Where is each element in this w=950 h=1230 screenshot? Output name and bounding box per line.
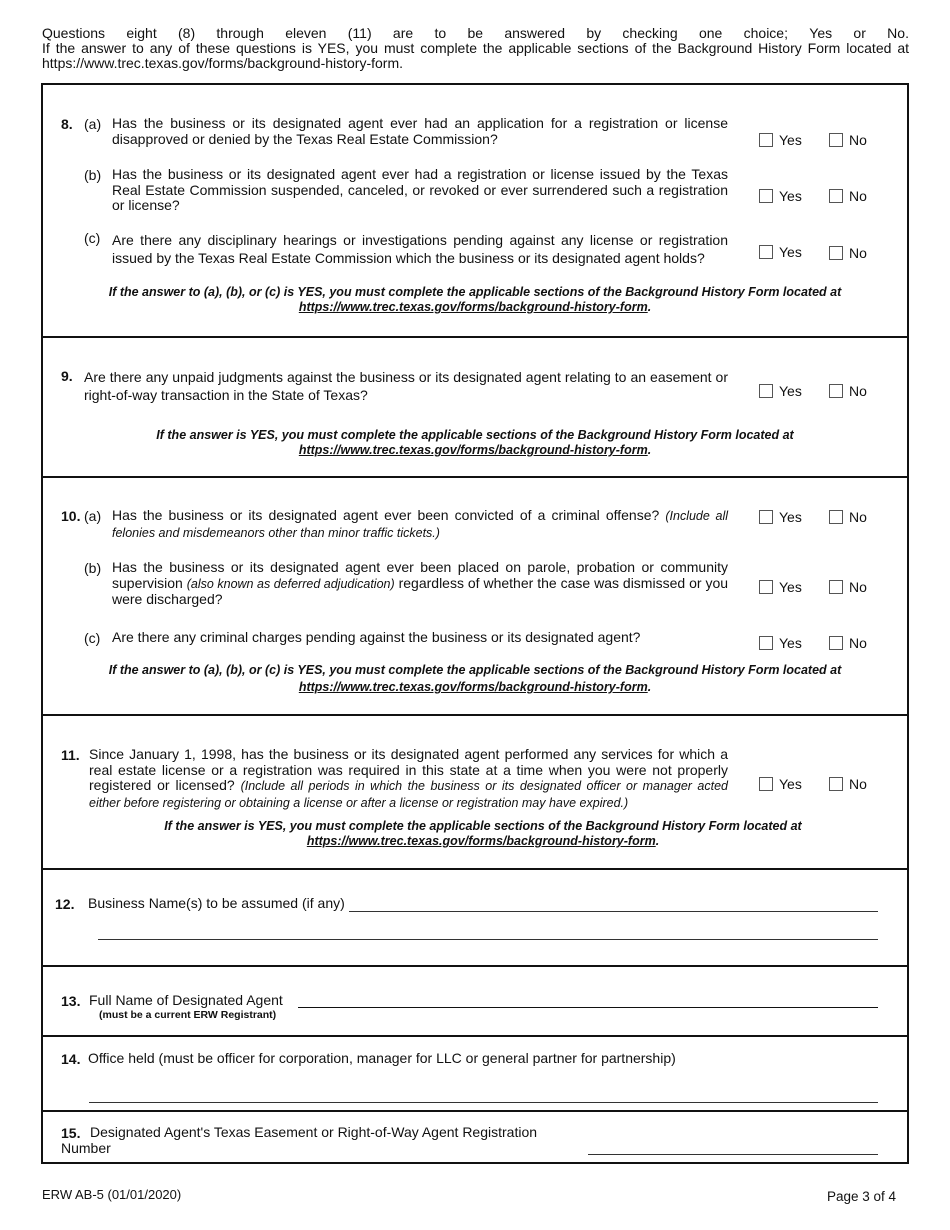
question-10-section bbox=[43, 476, 907, 714]
q13-number: 13. bbox=[61, 993, 81, 1009]
checkbox[interactable] bbox=[759, 580, 773, 594]
designated-agent-name-field[interactable] bbox=[298, 1007, 878, 1008]
checkbox[interactable] bbox=[829, 777, 843, 791]
q8c-text: Are there any disciplinary hearings or investigations pending against any license or registration issued by the Texas Real Estate Commission which the business or its designated agent holds? bbox=[112, 232, 728, 266]
q12-number: 12. bbox=[55, 896, 75, 912]
question-15-section bbox=[43, 1110, 907, 1162]
q8-number: 8. bbox=[61, 116, 73, 132]
intro-line-1: Questions eight (8) through eleven (11) are to be answered by checking one choice; Yes or No. bbox=[42, 25, 909, 41]
q13-label: Full Name of Designated Agent bbox=[89, 992, 283, 1008]
checkbox[interactable] bbox=[829, 580, 843, 594]
background-history-link[interactable]: https://www.trec.texas.gov/forms/background-history-form bbox=[306, 834, 656, 848]
q8c-yes[interactable]: Yes bbox=[759, 244, 802, 260]
q10c-no[interactable]: No bbox=[829, 635, 867, 651]
q11-no[interactable]: No bbox=[829, 776, 867, 792]
q10b-yes[interactable]: Yes bbox=[759, 579, 802, 595]
intro-line-3: https://www.trec.texas.gov/forms/background-history-form. bbox=[42, 55, 404, 71]
checkbox[interactable] bbox=[829, 510, 843, 524]
q15-label-line1: Designated Agent's Texas Easement or Right-of-Way Agent Registration bbox=[90, 1124, 538, 1140]
checkbox[interactable] bbox=[829, 384, 843, 398]
q10-number: 10. bbox=[61, 508, 81, 524]
background-history-link[interactable]: https://www.trec.texas.gov/forms/background-history-form bbox=[298, 300, 648, 314]
q8b-text: Has the business or its designated agent ever had a registration or license issued by the Texas Real Estate Commission suspended, canceled, or revoked or ever surrendered such a registration or license? bbox=[112, 166, 728, 213]
checkbox[interactable] bbox=[759, 510, 773, 524]
q8c-label: (c) bbox=[84, 230, 101, 246]
office-held-field[interactable] bbox=[89, 1102, 878, 1103]
q10b-text: Has the business or its designated agent ever been placed on parole, probation or community supervision (also known as deferred adjudication) regardless of whether the case was dismissed or you were discharged? bbox=[112, 559, 729, 607]
q9-note: If the answer is YES, you must complete the applicable sections of the Background History Form located at https://www.trec.texas.gov/forms/background-history-form. bbox=[156, 428, 794, 457]
checkbox[interactable] bbox=[759, 189, 773, 203]
checkbox[interactable] bbox=[829, 189, 843, 203]
q9-text: Are there any unpaid judgments against the business or its designated agent relating to an easement or right-of-way transaction in the State of Texas? bbox=[84, 369, 728, 403]
checkbox[interactable] bbox=[759, 384, 773, 398]
page-number: Page 3 of 4 bbox=[826, 1189, 896, 1204]
q10c-text: Are there any criminal charges pending against the business or its designated agent? bbox=[112, 629, 641, 645]
q10a-no[interactable]: No bbox=[829, 509, 867, 525]
q8a-text: Has the business or its designated agent ever had an application for a registration or license disapproved or denied by the Texas Real Estate Commission? bbox=[112, 115, 728, 147]
checkbox[interactable] bbox=[759, 133, 773, 147]
checkbox[interactable] bbox=[759, 636, 773, 650]
question-13-section bbox=[43, 965, 907, 1035]
q10b-label: (b) bbox=[84, 560, 102, 576]
q8b-label: (b) bbox=[84, 167, 102, 183]
questions-frame bbox=[41, 83, 909, 1164]
q8b-yes[interactable]: Yes bbox=[759, 188, 802, 204]
question-14-section bbox=[43, 1035, 907, 1110]
checkbox[interactable] bbox=[759, 777, 773, 791]
q8a-yes[interactable]: Yes bbox=[759, 132, 802, 148]
question-11-section bbox=[43, 714, 907, 868]
question-12-section bbox=[43, 868, 907, 965]
question-9-section bbox=[43, 336, 907, 476]
intro-line-2: If the answer to any of these questions is YES, you must complete the applicable sections of the Background History Form located at bbox=[42, 40, 909, 56]
q15-label-line2: Number bbox=[61, 1140, 111, 1156]
q9-number: 9. bbox=[61, 368, 73, 384]
q10a-text: Has the business or its designated agent ever been convicted of a criminal offense? (Include all felonies and misdemeanors other than minor traffic tickets.) bbox=[112, 507, 728, 540]
checkbox[interactable] bbox=[829, 246, 843, 260]
checkbox[interactable] bbox=[759, 245, 773, 259]
q11-note: If the answer is YES, you must complete the applicable sections of the Background History Form located at https://www.trec.texas.gov/forms/background-history-form. bbox=[164, 819, 802, 848]
q15-number: 15. bbox=[61, 1125, 81, 1141]
checkbox[interactable] bbox=[829, 133, 843, 147]
q10c-yes[interactable]: Yes bbox=[759, 635, 802, 651]
q8-note: If the answer to (a), (b), or (c) is YES, you must complete the applicable sections of the Background History Form located at https://www.trec.texas.gov/forms/background-history-form. bbox=[108, 285, 842, 314]
q11-text: Since January 1, 1998, has the business or its designated agent performed any services for which a real estate license or a registration was required in this state at a time when you were not properly registered or licensed? (Include all periods in which the business or its designated officer or manager acted either before registering or obtaining a license or after a license or registration may have expired.) bbox=[89, 746, 729, 810]
q10a-yes[interactable]: Yes bbox=[759, 509, 802, 525]
q8a-no[interactable]: No bbox=[829, 132, 867, 148]
q8b-no[interactable]: No bbox=[829, 188, 867, 204]
registration-number-field[interactable] bbox=[588, 1154, 878, 1155]
q10c-label: (c) bbox=[84, 630, 101, 646]
q11-yes[interactable]: Yes bbox=[759, 776, 802, 792]
q10-note: If the answer to (a), (b), or (c) is YES, you must complete the applicable sections of the Background History Form located at https://www.trec.texas.gov/forms/background-history-form. bbox=[108, 663, 842, 694]
q14-label: Office held (must be officer for corporation, manager for LLC or general partner for partnership) bbox=[88, 1050, 676, 1066]
business-name-field-1[interactable] bbox=[349, 911, 878, 912]
business-name-field-2[interactable] bbox=[98, 939, 878, 940]
q9-yes[interactable]: Yes bbox=[759, 383, 802, 399]
question-8-section bbox=[43, 85, 907, 336]
q10b-no[interactable]: No bbox=[829, 579, 867, 595]
checkbox[interactable] bbox=[829, 636, 843, 650]
background-history-link[interactable]: https://www.trec.texas.gov/forms/background-history-form bbox=[298, 443, 648, 457]
q12-label: Business Name(s) to be assumed (if any) bbox=[88, 895, 345, 911]
q9-no[interactable]: No bbox=[829, 383, 867, 399]
q11-number: 11. bbox=[61, 747, 80, 763]
q8a-label: (a) bbox=[84, 116, 102, 132]
q8c-no[interactable]: No bbox=[829, 245, 867, 261]
form-id: ERW AB-5 (01/01/2020) bbox=[42, 1187, 182, 1202]
q13-sublabel: (must be a current ERW Registrant) bbox=[99, 1009, 277, 1021]
background-history-link[interactable]: https://www.trec.texas.gov/forms/background-history-form bbox=[298, 680, 648, 694]
q14-number: 14. bbox=[61, 1051, 81, 1067]
intro-instructions bbox=[42, 26, 909, 71]
q10a-label: (a) bbox=[84, 508, 102, 524]
